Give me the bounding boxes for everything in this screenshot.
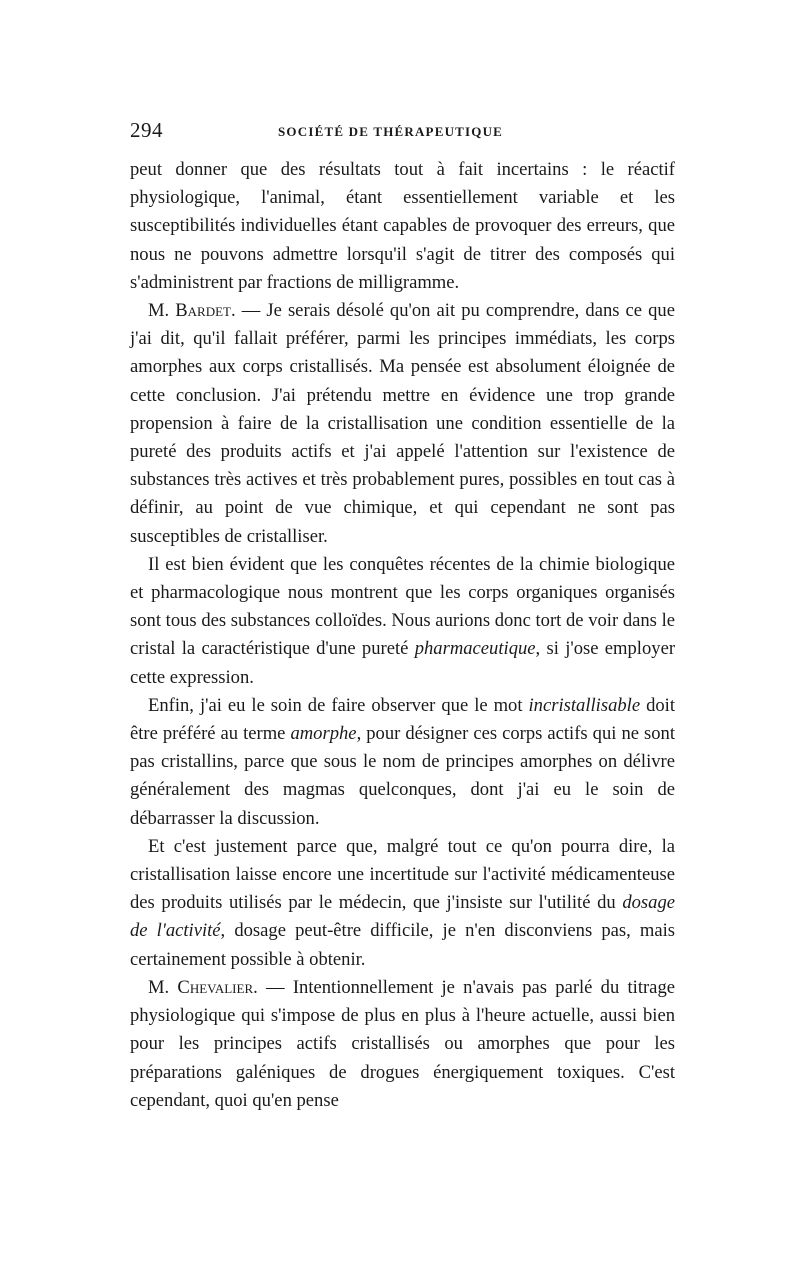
paragraph-6 bbox=[130, 974, 675, 1115]
italic-term: pharmaceutique bbox=[414, 638, 536, 660]
body-text bbox=[130, 156, 675, 1115]
page-header bbox=[130, 118, 675, 146]
italic-term: amorphe bbox=[290, 723, 357, 745]
paragraph-4 bbox=[130, 692, 675, 833]
page-number: 294 bbox=[130, 118, 163, 142]
italic-term: incristallisable bbox=[528, 694, 641, 716]
speaker-name: M. Bardet. bbox=[148, 300, 236, 322]
running-title: SOCIÉTÉ DE THÉRAPEUTIQUE bbox=[278, 124, 504, 139]
paragraph-1 bbox=[130, 156, 675, 297]
paragraph-text: Et c'est justement parce que, malgré tout ce qu'on pourra dire, la cristallisation laisse encore une incertitude sur l'activité médicamenteuse des produits utilisés par le médecin, que j'insiste sur l'utilité du bbox=[130, 835, 675, 914]
paragraph-3 bbox=[130, 551, 675, 692]
paragraph-text: , pour désigner ces corps actifs qui ne sont pas cristallins, parce que sous le nom de principes amorphes on délivre généralement des magmas quelconques, dont j'ai eu le soin de débarrasser la discussion. bbox=[130, 723, 676, 829]
book-page bbox=[130, 118, 675, 1115]
italic-term: dosage de l'activité bbox=[130, 892, 675, 942]
paragraph-text: Il est bien évident que les conquêtes récentes de la chimie biologique et pharmacologique nous montrent que les corps organiques organisés sont tous des substances colloïdes. Nous aurions donc tort de voir dans le cristal la caractéristique d'une pureté bbox=[130, 553, 675, 660]
paragraph-text: doit être préféré au terme bbox=[130, 694, 675, 745]
speaker-name: M. Chevalier. bbox=[148, 976, 258, 998]
paragraph-text: — Je serais désolé qu'on ait pu comprendre, dans ce que j'ai dit, qu'il fallait préférer, parmi les principes immédiats, les corps amorphes aux corps cristallisés. Ma pensée est absolument éloignée de cette conclusion. J'ai prétendu mettre en évidence une trop grande propension à faire de la cristallisation une condition essentielle de la pureté des produits actifs et j'ai appelé l'attention sur l'existence de substances très actives et très probablement pures, possibles en tout cas à définir, au point de vue chimique, et qui cependant ne sont pas susceptibles de cristalliser. bbox=[130, 300, 675, 547]
paragraph-text: , si j'ose employer cette expression. bbox=[130, 638, 676, 688]
paragraph-text: Enfin, j'ai eu le soin de faire observer que le mot bbox=[148, 694, 529, 716]
paragraph-text: peut donner que des résultats tout à fait incertains : le réactif physiologique, l'animal, étant essentiellement variable et les susceptibilités individuelles étant capables de provoquer des erreurs, que nous ne pouvons admettre lorsqu'il s'agit de titrer des composés qui s'administrent par fractions de milligramme. bbox=[130, 159, 675, 293]
paragraph-5 bbox=[130, 833, 675, 974]
paragraph-text: — Intentionnellement je n'avais pas parlé du titrage physiologique qui s'impose de plus en plus à l'heure actuelle, aussi bien pour les principes actifs cristallisés ou amorphes que pour les préparations galéniques de drogues énergiquement toxiques. C'est cependant, quoi qu'en pense bbox=[130, 976, 675, 1111]
paragraph-2 bbox=[130, 297, 675, 551]
paragraph-text: , dosage peut-être difficile, je n'en disconviens pas, mais certainement possible à obtenir. bbox=[130, 920, 675, 970]
